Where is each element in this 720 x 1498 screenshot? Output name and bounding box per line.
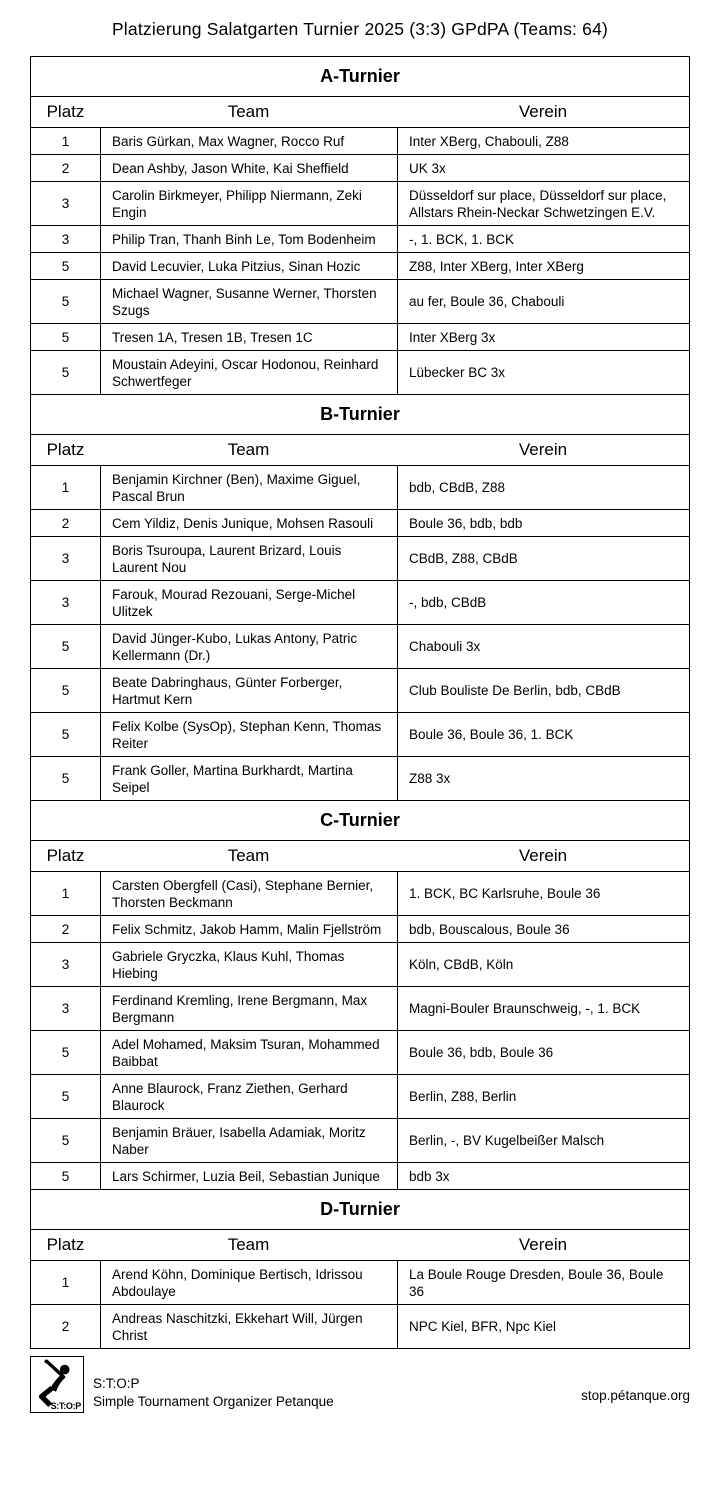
table-row: [31, 986, 689, 1030]
table-row: [31, 624, 689, 668]
section-header-row: [31, 57, 689, 96]
table-row: [31, 350, 689, 394]
table-row: [31, 323, 689, 350]
cell-verein: bdb, CBdB, Z88: [397, 466, 689, 509]
app-abbr: S:T:O:P: [93, 1376, 140, 1391]
results-table: [30, 56, 690, 1349]
table-row: [31, 1030, 689, 1074]
cell-platz: 2: [61, 160, 70, 176]
column-header-row: [31, 434, 689, 465]
cell-team: Arend Köhn, Dominique Bertisch, Idrissou Abdoulaye: [100, 1261, 397, 1304]
table-row: [31, 154, 689, 181]
app-name: Simple Tournament Organizer Petanque: [93, 1394, 334, 1409]
logo-label: S:T:O:P: [50, 1401, 81, 1411]
cell-verein: Inter XBerg, Chabouli, Z88: [397, 128, 689, 154]
table-row: [31, 871, 689, 915]
cell-verein: Lübecker BC 3x: [397, 351, 689, 394]
cell-platz: 1: [61, 1275, 70, 1290]
cell-team: Benjamin Kirchner (Ben), Maxime Giguel, Pascal Brun: [100, 466, 397, 509]
cell-team: Philip Tran, Thanh Binh Le, Tom Bodenheim: [100, 226, 397, 252]
cell-verein: Magni-Bouler Braunschweig, -, 1. BCK: [397, 987, 689, 1030]
column-header-platz: Platz: [46, 1235, 85, 1254]
cell-verein: CBdB, Z88, CBdB: [397, 537, 689, 580]
cell-platz: 1: [61, 133, 70, 149]
column-header-row: [31, 840, 689, 871]
table-row: [31, 712, 689, 756]
cell-team: Michael Wagner, Susanne Werner, Thorsten Szugs: [100, 280, 397, 323]
cell-verein: Boule 36, Boule 36, 1. BCK: [397, 713, 689, 756]
cell-team: Carsten Obergfell (Casi), Stephane Bernier, Thorsten Beckmann: [100, 872, 397, 915]
cell-team: Anne Blaurock, Franz Ziethen, Gerhard Blaurock: [100, 1075, 397, 1118]
column-header-team: Team: [227, 846, 270, 865]
cell-platz: 5: [61, 1045, 70, 1060]
table-row: [31, 536, 689, 580]
cell-verein: Z88 3x: [397, 757, 689, 800]
column-header-platz: Platz: [46, 440, 85, 459]
table-row: [31, 1074, 689, 1118]
cell-verein: 1. BCK, BC Karlsruhe, Boule 36: [397, 872, 689, 915]
cell-platz: 5: [61, 294, 70, 309]
column-header-team: Team: [227, 102, 270, 121]
cell-platz: 5: [61, 329, 70, 345]
cell-platz: 5: [61, 683, 70, 698]
cell-verein: au fer, Boule 36, Chabouli: [397, 280, 689, 323]
cell-team: Tresen 1A, Tresen 1B, Tresen 1C: [100, 324, 397, 350]
cell-platz: 5: [61, 639, 70, 654]
table-row: [31, 1260, 689, 1304]
cell-verein: bdb 3x: [397, 1163, 689, 1189]
cell-platz: 3: [61, 551, 70, 566]
stop-logo: [30, 1356, 84, 1413]
table-row: [31, 1304, 689, 1348]
cell-verein: Boule 36, bdb, bdb: [397, 510, 689, 536]
column-header-verein: Verein: [518, 846, 568, 865]
column-header-platz: Platz: [46, 102, 85, 121]
cell-team: Adel Mohamed, Maksim Tsuran, Mohammed Baibbat: [100, 1031, 397, 1074]
cell-team: Lars Schirmer, Luzia Beil, Sebastian Junique: [100, 1163, 397, 1189]
cell-platz: 3: [61, 231, 70, 247]
cell-team: David Lecuvier, Luka Pitzius, Sinan Hozic: [100, 253, 397, 279]
cell-platz: 1: [61, 886, 70, 901]
table-row: [31, 756, 689, 800]
section-title: A-Turnier: [320, 66, 400, 86]
cell-verein: NPC Kiel, BFR, Npc Kiel: [397, 1305, 689, 1348]
cell-verein: Z88, Inter XBerg, Inter XBerg: [397, 253, 689, 279]
cell-platz: 2: [61, 1319, 70, 1334]
cell-verein: Köln, CBdB, Köln: [397, 943, 689, 986]
cell-team: Cem Yildiz, Denis Junique, Mohsen Rasouli: [100, 510, 397, 536]
column-header-team: Team: [227, 440, 270, 459]
column-header-verein: Verein: [518, 440, 568, 459]
app-text: [93, 1375, 334, 1413]
cell-verein: Boule 36, bdb, Boule 36: [397, 1031, 689, 1074]
section-header-row: [31, 1189, 689, 1229]
table-row: [31, 668, 689, 712]
table-row: [31, 580, 689, 624]
column-header-row: [31, 1229, 689, 1260]
column-header-team: Team: [227, 1235, 270, 1254]
cell-team: Ferdinand Kremling, Irene Bergmann, Max Bergmann: [100, 987, 397, 1030]
cell-verein: Chabouli 3x: [397, 625, 689, 668]
table-row: [31, 1118, 689, 1162]
cell-platz: 5: [61, 1133, 70, 1148]
cell-team: Beate Dabringhaus, Günter Forberger, Hartmut Kern: [100, 669, 397, 712]
cell-verein: La Boule Rouge Dresden, Boule 36, Boule 36: [397, 1261, 689, 1304]
cell-team: Dean Ashby, Jason White, Kai Sheffield: [100, 155, 397, 181]
section-header-row: [31, 394, 689, 434]
cell-verein: UK 3x: [397, 155, 689, 181]
cell-platz: 5: [61, 771, 70, 786]
section-header-row: [31, 800, 689, 840]
table-row: [31, 181, 689, 225]
table-row: [31, 279, 689, 323]
section-title: D-Turnier: [320, 1199, 400, 1219]
cell-team: Benjamin Bräuer, Isabella Adamiak, Moritz Naber: [100, 1119, 397, 1162]
column-header-verein: Verein: [518, 102, 568, 121]
cell-team: Felix Schmitz, Jakob Hamm, Malin Fjellström: [100, 916, 397, 942]
table-row: [31, 127, 689, 154]
cell-platz: 3: [61, 957, 70, 972]
section-title: B-Turnier: [320, 404, 400, 424]
cell-platz: 3: [61, 196, 70, 211]
table-row: [31, 225, 689, 252]
column-header-verein: Verein: [518, 1235, 568, 1254]
cell-team: Felix Kolbe (SysOp), Stephan Kenn, Thomas Reiter: [100, 713, 397, 756]
cell-platz: 5: [61, 1089, 70, 1104]
cell-team: Carolin Birkmeyer, Philipp Niermann, Zeki Engin: [100, 182, 397, 225]
cell-platz: 2: [61, 515, 70, 531]
cell-team: Andreas Naschitzki, Ekkehart Will, Jürgen Christ: [100, 1305, 397, 1348]
cell-verein: Berlin, -, BV Kugelbeißer Malsch: [397, 1119, 689, 1162]
table-row: [31, 465, 689, 509]
table-row: [31, 252, 689, 279]
cell-platz: 3: [61, 1001, 70, 1016]
cell-team: Baris Gürkan, Max Wagner, Rocco Ruf: [100, 128, 397, 154]
table-row: [31, 942, 689, 986]
column-header-row: [31, 96, 689, 127]
page-title: Platzierung Salatgarten Turnier 2025 (3:3) GPdPA (Teams: 64): [111, 19, 609, 39]
cell-verein: Club Bouliste De Berlin, bdb, CBdB: [397, 669, 689, 712]
cell-verein: Berlin, Z88, Berlin: [397, 1075, 689, 1118]
cell-verein: bdb, Bouscalous, Boule 36: [397, 916, 689, 942]
cell-platz: 5: [61, 365, 70, 380]
website-text: stop.pétanque.org: [581, 1388, 690, 1403]
cell-platz: 5: [61, 258, 70, 274]
cell-team: David Jünger-Kubo, Lukas Antony, Patric Kellermann (Dr.): [100, 625, 397, 668]
table-row: [31, 915, 689, 942]
table-row: [31, 1162, 689, 1189]
cell-platz: 2: [61, 921, 70, 937]
table-row: [31, 509, 689, 536]
cell-verein: -, bdb, CBdB: [397, 581, 689, 624]
cell-platz: 1: [61, 480, 70, 495]
cell-verein: Inter XBerg 3x: [397, 324, 689, 350]
cell-platz: 5: [61, 1168, 70, 1184]
column-header-platz: Platz: [46, 846, 85, 865]
cell-team: Frank Goller, Martina Burkhardt, Martina Seipel: [100, 757, 397, 800]
section-title: C-Turnier: [320, 810, 400, 830]
cell-platz: 3: [61, 595, 70, 610]
footer: [30, 1356, 690, 1413]
cell-team: Boris Tsuroupa, Laurent Brizard, Louis Laurent Nou: [100, 537, 397, 580]
cell-verein: -, 1. BCK, 1. BCK: [397, 226, 689, 252]
cell-team: Farouk, Mourad Rezouani, Serge-Michel Ulitzek: [100, 581, 397, 624]
cell-team: Moustain Adeyini, Oscar Hodonou, Reinhard Schwertfeger: [100, 351, 397, 394]
cell-platz: 5: [61, 727, 70, 742]
cell-team: Gabriele Gryczka, Klaus Kuhl, Thomas Hiebing: [100, 943, 397, 986]
cell-verein: Düsseldorf sur place, Düsseldorf sur place, Allstars Rhein-Neckar Schwetzingen E.V.: [397, 182, 689, 225]
